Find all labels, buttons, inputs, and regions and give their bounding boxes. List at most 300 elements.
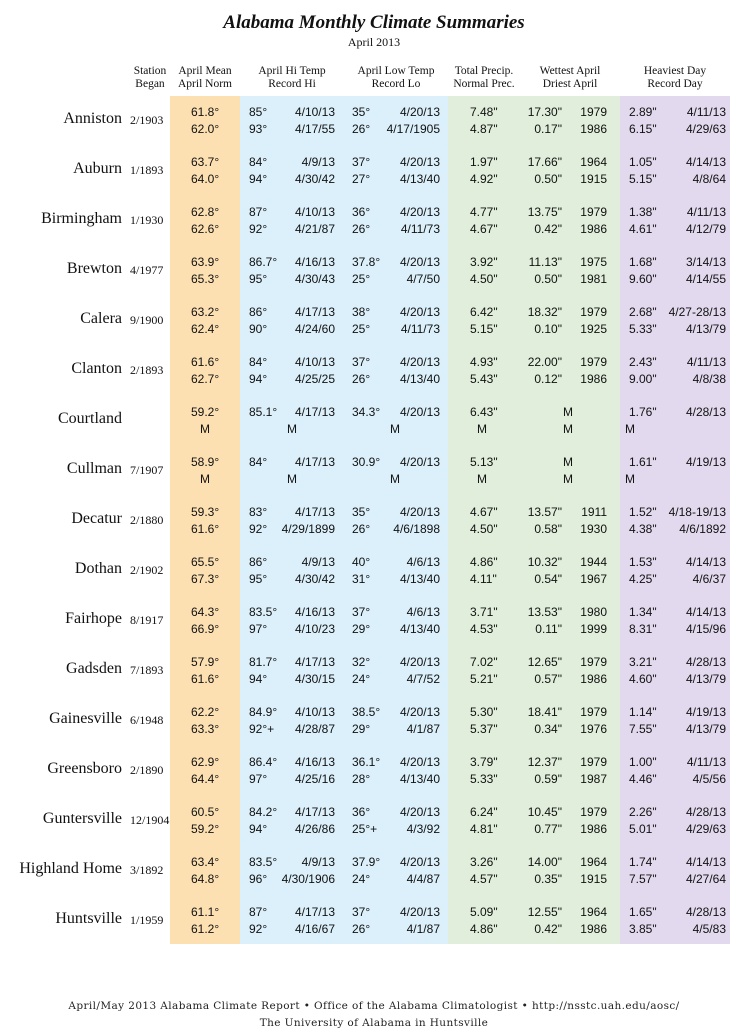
cell-dry: 0.50" [534,272,562,286]
cell-hi: 86.7° [249,255,278,269]
station-began: 7/1907 [130,463,164,477]
cell-rec-day: 4.61" [629,222,657,236]
cell-dry: 0.11" [535,622,562,636]
cell-wet: 12.37" [527,755,562,769]
cell-lo-date: 4/20/13 [399,255,440,269]
cell-lo-date: 4/6/13 [406,605,440,619]
cell-dry: 0.57" [534,672,562,686]
cell-rec-lo: 29° [352,622,371,636]
cell-rec-hi-date: 4/30/42 [294,572,335,586]
cell-dry-year: 1986 [580,672,607,686]
cell-rec-day-date: 4/13/79 [685,672,726,686]
cell-wet: 13.57" [527,505,562,519]
cell-norm: 62.4° [191,322,220,336]
cell-rec-hi: 95° [249,572,268,586]
cell-rec-lo-date: 4/3/92 [406,822,440,836]
cell-heavy: 1.65" [629,905,657,919]
cell-rec-hi-date: 4/10/23 [294,622,335,636]
cell-rec-hi: 92° [249,922,268,936]
station-began: 12/1904 [130,813,170,827]
cell-heavy: 2.26" [629,805,657,819]
cell-mean: 61.1° [191,905,220,919]
cell-mean: 64.3° [191,605,220,619]
cell-norm: 65.3° [191,272,220,286]
cell-rec-day: 4.25" [629,572,657,586]
cell-prec: 7.48" [470,105,498,119]
cell-rec-day: 9.60" [629,272,657,286]
cell-norm-prec: 4.81" [470,822,498,836]
cell-norm: 61.6° [191,672,220,686]
cell-hi-date: 4/17/13 [294,455,335,469]
cell-rec-hi: 97° [249,622,268,636]
station-began: 4/1977 [130,263,164,277]
table-row [0,846,748,896]
cell-wet: 17.30" [527,105,562,119]
cell-rec-hi: 94° [249,822,268,836]
cell-lo: 37° [352,605,371,619]
cell-dry: 0.58" [534,522,562,536]
cell-hi: 87° [249,905,268,919]
page-title: Alabama Monthly Climate Summaries [223,12,525,33]
cell-wet-year: 1979 [580,205,607,219]
cell-norm-prec: 5.43" [470,372,498,386]
cell-hi-date: 4/10/13 [294,355,335,369]
cell-rec-hi-date: 4/30/42 [294,172,335,186]
cell-rec-lo: 25°+ [352,822,378,836]
cell-dry-year: 1976 [580,722,607,736]
station-began: 2/1890 [130,763,164,777]
cell-wet-year: 1964 [580,855,607,869]
cell-mean: 61.8° [191,105,220,119]
cell-hi-date: 4/17/13 [294,655,335,669]
cell-norm-prec: 4.57" [470,872,498,886]
cell-lo-date: 4/20/13 [399,105,440,119]
station-began: 1/1959 [130,913,164,927]
table-row [0,146,748,196]
header-april-mean: April Mean April Norm [178,65,232,90]
cell-heavy-date: 4/14/13 [685,855,726,869]
station-name: Gadsden [66,660,122,677]
cell-dry: 0.77" [534,822,562,836]
cell-hi: 85° [249,105,268,119]
cell-wet-year: 1944 [580,555,607,569]
cell-prec: 3.92" [470,255,498,269]
cell-rec-hi-date: 4/29/1899 [281,522,335,536]
cell-lo-date: 4/20/13 [399,305,440,319]
cell-rec-hi-date: 4/25/25 [294,372,335,386]
cell-hi: 86° [249,305,268,319]
table-row [0,896,748,946]
cell-wet-year: 1964 [580,905,607,919]
cell-rec-lo: 25° [352,272,371,286]
cell-rec-hi: 96° [249,872,268,886]
cell-wet: 22.00" [527,355,562,369]
cell-hi: 83.5° [249,605,278,619]
cell-rec-day: M [625,422,635,436]
cell-lo: 36° [352,805,371,819]
cell-mean: 62.9° [191,755,220,769]
cell-lo: 37° [352,905,371,919]
cell-rec-lo-date: 4/13/40 [399,572,440,586]
cell-hi-date: 4/17/13 [294,905,335,919]
cell-dry: M [563,422,573,436]
cell-heavy: 3.21" [629,655,657,669]
cell-heavy-date: 4/28/13 [685,655,726,669]
cell-wet-year: 1979 [580,755,607,769]
cell-lo: 37.9° [352,855,381,869]
station-began: 1/1930 [130,213,164,227]
cell-rec-hi: M [287,422,297,436]
cell-heavy-date: 4/11/13 [686,205,726,219]
cell-hi-date: 4/10/13 [294,105,335,119]
cell-lo-date: 4/20/13 [399,705,440,719]
cell-dry-year: 1967 [580,572,607,586]
cell-rec-lo: 26° [352,372,371,386]
station-name: Greensboro [47,760,122,777]
cell-hi-date: 4/17/13 [294,405,335,419]
cell-wet-year: 1964 [580,155,607,169]
cell-rec-day-date: 4/13/79 [685,722,726,736]
cell-norm: 62.7° [191,372,220,386]
cell-rec-lo: 29° [352,722,371,736]
cell-rec-day: 7.55" [629,722,657,736]
cell-prec: 4.77" [470,205,498,219]
cell-hi: 84.2° [249,805,278,819]
cell-hi: 84.9° [249,705,278,719]
cell-heavy: 1.14" [629,705,657,719]
cell-hi-date: 4/9/13 [301,855,335,869]
cell-rec-hi: 94° [249,372,268,386]
cell-rec-day: 5.15" [629,172,657,186]
station-name: Calera [80,310,122,327]
cell-dry: 0.59" [534,772,562,786]
cell-heavy: 1.74" [629,855,657,869]
station-name: Gainesville [49,710,122,727]
cell-rec-lo-date: 4/13/40 [399,172,440,186]
cell-rec-day-date: 4/5/83 [692,922,726,936]
cell-rec-hi-date: 4/16/67 [294,922,335,936]
cell-rec-day-date: 4/14/55 [685,272,726,286]
cell-norm-prec: 5.33" [470,772,498,786]
cell-rec-day-date: 4/6/1892 [679,522,726,536]
cell-prec: 5.09" [470,905,498,919]
cell-rec-hi-date: 4/25/16 [294,772,335,786]
cell-norm: 66.9° [191,622,220,636]
cell-lo-date: 4/20/13 [399,405,440,419]
cell-dry: 0.42" [534,922,562,936]
cell-lo: 30.9° [352,455,381,469]
cell-norm-prec: 4.53" [470,622,498,636]
cell-lo-date: 4/20/13 [399,905,440,919]
station-began: 2/1903 [130,113,164,127]
cell-prec: 5.30" [470,705,498,719]
cell-lo: 38.5° [352,705,381,719]
cell-prec: 6.24" [470,805,498,819]
cell-rec-lo: 26° [352,922,371,936]
cell-mean: 63.7° [191,155,220,169]
cell-dry: 0.12" [534,372,562,386]
cell-hi: 87° [249,205,268,219]
cell-rec-day: 5.33" [629,322,657,336]
cell-rec-hi: 92°+ [249,722,275,736]
table-row [0,196,748,246]
cell-mean: 57.9° [191,655,220,669]
cell-prec: 7.02" [470,655,498,669]
cell-dry-year: 1999 [580,622,607,636]
cell-rec-day: 9.00" [629,372,657,386]
cell-rec-lo-date: 4/1/87 [406,722,440,736]
cell-heavy: 1.61" [629,455,657,469]
cell-lo: 37.8° [352,255,381,269]
station-began: 3/1892 [130,863,164,877]
station-began: 8/1917 [130,613,164,627]
cell-rec-day: 4.46" [629,772,657,786]
cell-wet: 12.55" [527,905,562,919]
cell-rec-lo: 31° [352,572,371,586]
cell-heavy-date: 4/14/13 [685,155,726,169]
station-began: 9/1900 [130,313,164,327]
table-row [0,396,748,446]
cell-prec: 4.86" [470,555,498,569]
header-april-hi: April Hi Temp Record Hi [258,65,326,90]
cell-norm: 63.3° [191,722,220,736]
cell-rec-lo-date: 4/11/73 [400,322,440,336]
cell-wet: 18.41" [527,705,562,719]
cell-mean: 62.8° [191,205,220,219]
cell-prec: 6.43" [470,405,498,419]
cell-rec-lo-date: 4/13/40 [399,772,440,786]
cell-rec-day: 3.85" [629,922,657,936]
cell-wet: 10.45" [527,805,562,819]
header-station-began: Station Began [133,65,167,90]
cell-mean: 60.5° [191,805,220,819]
cell-heavy: 1.05" [629,155,657,169]
cell-heavy-date: 4/19/13 [685,455,726,469]
cell-norm-prec: 4.87" [470,122,498,136]
cell-norm: 62.6° [191,222,220,236]
cell-dry-year: 1915 [580,172,607,186]
station-name: Decatur [71,510,122,527]
cell-heavy: 2.68" [629,305,657,319]
cell-lo: 35° [352,105,371,119]
cell-prec: 1.97" [470,155,498,169]
cell-norm-prec: 5.15" [470,322,498,336]
station-name: Guntersville [42,810,122,827]
cell-prec: 4.93" [470,355,498,369]
cell-hi: 85.1° [249,405,278,419]
cell-norm-prec: M [477,472,487,486]
cell-lo-date: 4/20/13 [399,205,440,219]
cell-rec-lo: 25° [352,322,371,336]
cell-rec-lo: 26° [352,222,371,236]
cell-heavy: 1.68" [629,255,657,269]
cell-hi: 83° [249,505,268,519]
cell-wet: 14.00" [527,855,562,869]
cell-rec-hi: 90° [249,322,268,336]
station-name: Fairhope [65,610,122,627]
cell-heavy-date: 4/11/13 [686,105,726,119]
cell-norm-prec: 4.67" [470,222,498,236]
table-row [0,646,748,696]
cell-prec: 3.71" [470,605,498,619]
cell-hi-date: 4/16/13 [294,255,335,269]
cell-rec-lo: 24° [352,872,371,886]
cell-lo: 36° [352,205,371,219]
cell-hi: 83.5° [249,855,278,869]
table-row [0,446,748,496]
cell-wet-year: 1980 [580,605,607,619]
cell-rec-day-date: 4/13/79 [685,322,726,336]
cell-dry-year: 1981 [580,272,607,286]
cell-rec-day: 6.15" [629,122,657,136]
cell-norm: 64.0° [191,172,220,186]
header-april-low: April Low Temp Record Lo [357,65,435,90]
cell-heavy: 1.52" [629,505,657,519]
cell-wet-year: 1979 [580,805,607,819]
cell-rec-lo-date: 4/6/1898 [393,522,440,536]
station-began: 1/1893 [130,163,164,177]
cell-heavy-date: 4/27-28/13 [668,305,726,319]
cell-rec-lo-date: 4/1/87 [406,922,440,936]
cell-dry-year: 1915 [580,872,607,886]
cell-norm: 64.8° [191,872,220,886]
cell-heavy-date: 4/14/13 [685,605,726,619]
cell-norm: 62.0° [191,122,220,136]
cell-rec-lo: 27° [352,172,371,186]
cell-hi-date: 4/17/13 [294,305,335,319]
cell-rec-hi: 95° [249,272,268,286]
cell-lo: 40° [352,555,371,569]
station-began: 7/1893 [130,663,164,677]
cell-rec-lo: M [390,422,400,436]
cell-heavy-date: 4/28/13 [685,405,726,419]
header-total-precip: Total Precip. Normal Prec. [453,65,515,90]
cell-lo: 35° [352,505,371,519]
footer-report-line: April/May 2013 Alabama Climate Report • Office of the Alabama Climatologist • http://nsstc.uah.edu/aosc/ [68,1000,680,1012]
cell-wet: 11.13" [528,255,562,269]
header-wettest-april: Wettest April Driest April [539,65,601,90]
cell-mean: 59.2° [191,405,220,419]
cell-prec: 5.13" [470,455,498,469]
cell-hi-date: 4/17/13 [294,805,335,819]
station-name: Anniston [63,110,122,127]
cell-dry: 0.17" [534,122,562,136]
cell-rec-hi-date: 4/26/86 [294,822,335,836]
cell-dry: 0.54" [534,572,562,586]
cell-rec-day: M [625,472,635,486]
station-name: Dothan [74,560,122,577]
cell-rec-hi: 92° [249,222,268,236]
cell-dry-year: 1986 [580,822,607,836]
cell-hi: 86.4° [249,755,278,769]
cell-wet: 13.53" [527,605,562,619]
cell-prec: 3.79" [470,755,498,769]
cell-dry-year: 1986 [580,372,607,386]
cell-rec-lo: 26° [352,522,371,536]
table-row [0,546,748,596]
cell-dry: 0.50" [534,172,562,186]
cell-rec-day: 8.31" [629,622,657,636]
cell-wet-year: 1911 [581,505,607,519]
cell-heavy-date: 4/18-19/13 [668,505,726,519]
station-began: 2/1893 [130,363,164,377]
cell-heavy: 2.89" [629,105,657,119]
cell-rec-hi-date: 4/30/15 [294,672,335,686]
cell-rec-lo-date: 4/7/52 [406,672,440,686]
cell-mean: 63.4° [191,855,220,869]
cell-rec-day-date: 4/8/38 [692,372,726,386]
cell-norm: 64.4° [191,772,220,786]
cell-hi: 84° [249,355,268,369]
cell-rec-hi: M [287,472,297,486]
cell-hi: 81.7° [249,655,278,669]
cell-rec-hi: 97° [249,772,268,786]
cell-rec-hi: 93° [249,122,268,136]
page-subtitle: April 2013 [347,35,401,49]
cell-rec-day-date: 4/29/63 [685,822,726,836]
cell-rec-hi-date: 4/21/87 [294,222,335,236]
cell-rec-lo: 26° [352,122,371,136]
cell-rec-hi-date: 4/17/55 [294,122,335,136]
cell-heavy: 1.34" [629,605,657,619]
table-row [0,96,748,146]
cell-rec-day: 7.57" [629,872,657,886]
cell-wet: 12.65" [527,655,562,669]
cell-rec-lo-date: 4/11/73 [400,222,440,236]
cell-norm: M [200,422,210,436]
cell-norm-prec: 5.37" [470,722,498,736]
cell-rec-day-date: 4/12/79 [685,222,726,236]
cell-lo: 37° [352,155,371,169]
cell-wet: 18.32" [527,305,562,319]
cell-hi-date: 4/16/13 [294,605,335,619]
cell-mean: 61.6° [191,355,220,369]
cell-wet-year: 1979 [580,705,607,719]
cell-heavy-date: 4/14/13 [685,555,726,569]
cell-wet: M [563,405,573,419]
cell-lo: 32° [352,655,371,669]
cell-wet-year: 1975 [580,255,607,269]
cell-heavy-date: 4/28/13 [685,905,726,919]
cell-dry-year: 1987 [580,772,607,786]
cell-rec-hi: 94° [249,672,268,686]
table-row [0,596,748,646]
cell-rec-day: 4.38" [629,522,657,536]
cell-lo-date: 4/20/13 [399,455,440,469]
cell-rec-lo-date: 4/13/40 [399,622,440,636]
cell-lo-date: 4/20/13 [399,755,440,769]
cell-norm-prec: 4.11" [470,572,497,586]
cell-heavy-date: 4/19/13 [685,705,726,719]
cell-dry-year: 1986 [580,122,607,136]
cell-heavy-date: 3/14/13 [685,255,726,269]
station-name: Brewton [66,260,122,277]
cell-rec-lo: M [390,472,400,486]
station-began: 2/1880 [130,513,164,527]
cell-prec: 6.42" [470,305,498,319]
cell-rec-lo-date: 4/17/1905 [386,122,440,136]
cell-hi-date: 4/10/13 [294,705,335,719]
cell-lo: 37° [352,355,371,369]
table-row [0,346,748,396]
station-name: Auburn [73,160,122,177]
cell-norm: 61.6° [191,522,220,536]
cell-rec-hi-date: 4/30/43 [294,272,335,286]
cell-dry-year: 1986 [580,922,607,936]
cell-lo: 36.1° [352,755,381,769]
station-name: Cullman [66,460,122,477]
cell-rec-lo: 28° [352,772,371,786]
